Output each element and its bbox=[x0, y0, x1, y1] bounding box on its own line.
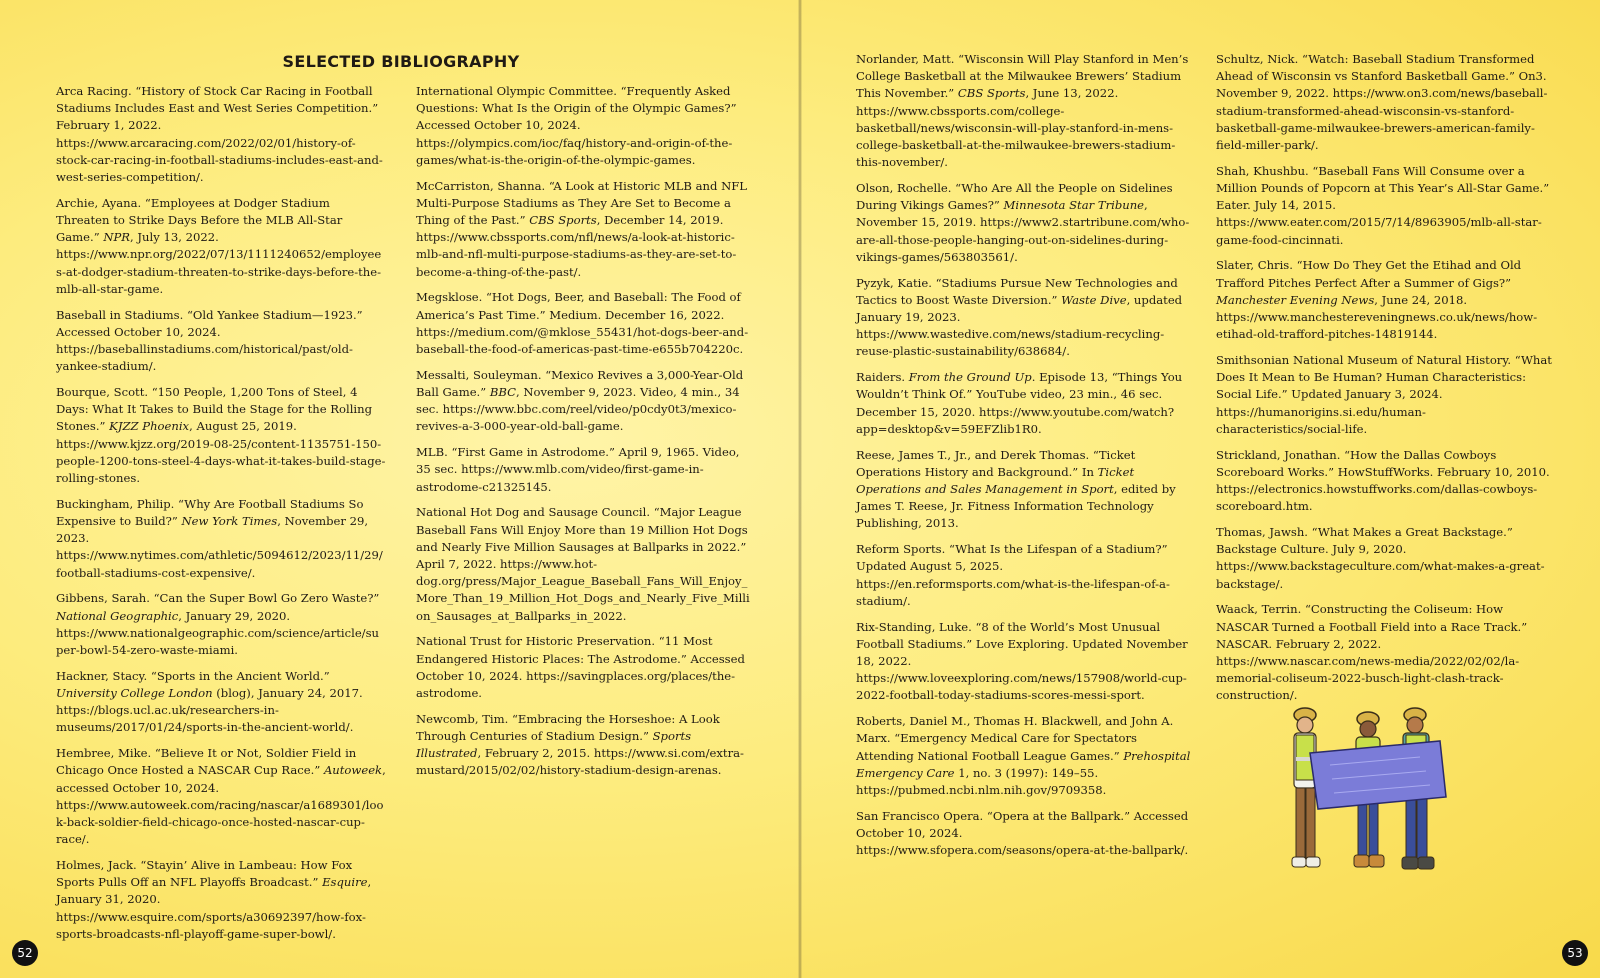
bibliography-entry: Hackner, Stacy. “Sports in the Ancient World.” University College London (blog), January 24, 2017. https://blogs.ucl.ac.uk/researchers-in-museums/2017/01/24/sports-in-the-ancient-world/. bbox=[56, 668, 363, 735]
bibliography-entry: Thomas, Jawsh. “What Makes a Great Backstage.” Backstage Culture. July 9, 2020. https://www.backstageculture.com/what-makes-a-great-backstage/. bbox=[1216, 525, 1545, 591]
bibliography-entry: San Francisco Opera. “Opera at the Ballpark.” Accessed October 10, 2024. https://www.sfopera.com/seasons/opera-at-the-ballpark/. bbox=[856, 808, 1189, 858]
bibliography-entry: Waack, Terrin. “Constructing the Coliseum: How NASCAR Turned a Football Field into a Race Track.” NASCAR. February 2, 2022. https://www.nascar.com/news-media/2022/02/02/la-memorial-coliseum-2022-busch-light-clash-track-construction/. bbox=[1216, 602, 1528, 703]
bibliography-column-2 bbox=[416, 83, 750, 788]
bibliography-entry: Baseball in Stadiums. “Old Yankee Stadium—1923.” Accessed October 10, 2024. https://baseballinstadiums.com/historical/past/old-yankee-stadium/. bbox=[56, 307, 363, 374]
construction-workers-illustration bbox=[1270, 705, 1470, 895]
bibliography-entry: National Trust for Historic Preservation. “11 Most Endangered Historic Places: The Astrodome.” Accessed October 10, 2024. https://savingplaces.org/places/the-astrodome. bbox=[416, 634, 745, 701]
bibliography-entry: Rix-Standing, Luke. “8 of the World’s Most Unusual Football Stadiums.” Love Exploring. Updated November 18, 2022. https://www.loveexploring.com/news/157908/world-cup-2022-football-today-stadiums-scores-messi-sport. bbox=[856, 619, 1188, 703]
bibliography-entry: Strickland, Jonathan. “How the Dallas Cowboys Scoreboard Works.” HowStuffWorks. February 10, 2010. https://electronics.howstuffworks.com/dallas-cowboys-scoreboard.htm. bbox=[1216, 447, 1550, 514]
page-title: SELECTED BIBLIOGRAPHY bbox=[282, 52, 520, 71]
bibliography-entry: Schultz, Nick. “Watch: Baseball Stadium Transformed Ahead of Wisconsin vs Stanford Basketball Game.” On3. November 9, 2022. https://www.on3.com/news/baseball-stadium-transformed-ahead-wisconsin-vs-stanford-basketball-game-milwaukee-brewers-american-family-field-miller-park/. bbox=[1216, 52, 1548, 153]
bibliography-entry: Slater, Chris. “How Do They Get the Etihad and Old Trafford Pitches Perfect After a Summer of Gigs?” Manchester Evening News, June 24, 2018. https://www.manchestereveningnews.co.uk/news/how-etihad-old-trafford-pitches-14819144. bbox=[1216, 258, 1538, 342]
page-number-badge: 53 bbox=[1562, 940, 1588, 966]
bibliography-entry: Buckingham, Philip. “Why Are Football Stadiums So Expensive to Build?” New York Times, November 29, 2023. https://www.nytimes.com/athletic/5094612/2023/11/29/football-stadiums-cost-expensive/. bbox=[56, 496, 383, 580]
bibliography-column-4 bbox=[1216, 51, 1552, 713]
right-page bbox=[800, 0, 1600, 978]
bibliography-entry: Holmes, Jack. “Stayin’ Alive in Lambeau: How Fox Sports Pulls Off an NFL Playoffs Broadcast.” Esquire, January 31, 2020. https://www.esquire.com/sports/a30692397/how-fox-sports-broadcasts-nfl-playoff-game-super-bowl/. bbox=[56, 858, 372, 941]
bibliography-entry: Olson, Rochelle. “Who Are All the People on Sidelines During Vikings Games?” Minnesota Star Tribune, November 15, 2019. https://www2.startribune.com/who-are-all-those-people-hanging-out-on-sidelines-during-vikings-games/563803561/. bbox=[856, 181, 1190, 264]
bibliography-entry: Gibbens, Sarah. “Can the Super Bowl Go Zero Waste?” National Geographic, January 29, 2020. https://www.nationalgeographic.com/science/article/super-bowl-54-zero-waste-miami. bbox=[56, 591, 380, 658]
bibliography-entry: Pyzyk, Katie. “Stadiums Pursue New Technologies and Tactics to Boost Waste Diversion.” Waste Dive, updated January 19, 2023. https://www.wastedive.com/news/stadium-recycling-reuse-plastic-sustainability/638684/. bbox=[856, 275, 1183, 359]
bibliography-entry: Messalti, Souleyman. “Mexico Revives a 3,000-Year-Old Ball Game.” BBC, November 9, 2023. Video, 4 min., 34 sec. https://www.bbc.com/reel/video/p0cdy0t3/mexico-revives-a-3-000-year-old-ball-game. bbox=[416, 367, 744, 434]
bibliography-entry: Reform Sports. “What Is the Lifespan of a Stadium?” Updated August 5, 2025. https://en.reformsports.com/what-is-the-lifespan-of-a-stadium/. bbox=[856, 542, 1170, 608]
bibliography-entry: Reese, James T., Jr., and Derek Thomas. “Ticket Operations History and Background.” In Ticket Operations and Sales Management in Sport, edited by James T. Reese, Jr. Fitness Information Technology Publishing, 2013. bbox=[856, 447, 1176, 531]
bibliography-entry: Bourque, Scott. “150 People, 1,200 Tons of Steel, 4 Days: What It Takes to Build the Stage for the Rolling Stones.” KJZZ Phoenix, August 25, 2019. https://www.kjzz.org/2019-08-25/content-1135751-150-people-1200-tons-steel-4-days-what-it-takes-build-stage-rolling-stones. bbox=[56, 385, 386, 486]
page-number-badge: 52 bbox=[12, 940, 38, 966]
bibliography-entry: Raiders. From the Ground Up. Episode 13, “Things You Wouldn’t Think Of.” YouTube video, 23 min., 46 sec. December 15, 2020. https://www.youtube.com/watch?app=desktop&v=59EFZlib1R0. bbox=[856, 370, 1183, 436]
bibliography-entry: Hembree, Mike. “Believe It or Not, Soldier Field in Chicago Once Hosted a NASCAR Cup Race.” Autoweek, accessed October 10, 2024. https://www.autoweek.com/racing/nascar/a1689301/look-back-soldier-field-chicago-once-hosted-nascar-cup-race/. bbox=[56, 746, 386, 847]
bibliography-column-3 bbox=[856, 51, 1192, 868]
bibliography-entry: Archie, Ayana. “Employees at Dodger Stadium Threaten to Strike Days Before the MLB All-Star Game.” NPR, July 13, 2022. https://www.npr.org/2022/07/13/1111240652/employees-at-dodger-stadium-threaten-to-strike-days-before-the-mlb-all-star-game. bbox=[56, 195, 382, 296]
bibliography-entry: Arca Racing. “History of Stock Car Racing in Football Stadiums Includes East and West Series Competition.” February 1, 2022. https://www.arcaracing.com/2022/02/01/history-of-stock-car-racing-in-football-stadiums-includes-east-and-west-series-competition/. bbox=[56, 84, 383, 185]
bibliography-entry: Roberts, Daniel M., Thomas H. Blackwell, and John A. Marx. “Emergency Medical Care for Spectators Attending National Football League Games.” Prehospital Emergency Care 1, no. 3 (1997): 149–55. https://pubmed.ncbi.nlm.nih.gov/9709358. bbox=[856, 714, 1191, 798]
bibliography-entry: McCarriston, Shanna. “A Look at Historic MLB and NFL Multi-Purpose Stadiums as They Are Set to Become a Thing of the Past.” CBS Sports, December 14, 2019. https://www.cbssports.com/nfl/news/a-look-at-historic-mlb-and-nfl-multi-purpose-stadiums-as-they-are-set-to-become-a-thing-of-the-past/. bbox=[416, 178, 748, 279]
bibliography-column-1 bbox=[56, 83, 386, 952]
bibliography-entry: Newcomb, Tim. “Embracing the Horseshoe: A Look Through Centuries of Stadium Design.” Sports Illustrated, February 2, 2015. https://www.si.com/extra-mustard/2015/02/02/history-stadium-design-arenas. bbox=[416, 711, 744, 778]
bibliography-entry: MLB. “First Game in Astrodome.” April 9, 1965. Video, 35 sec. https://www.mlb.com/video/first-game-in-astrodome-c21325145. bbox=[416, 445, 740, 494]
bibliography-entry: Norlander, Matt. “Wisconsin Will Play Stanford in Men’s College Basketball at the Milwaukee Brewers’ Stadium This November.” CBS Sports, June 13, 2022. https://www.cbssports.com/college-basketball/news/wisconsin-will-play-stanford-in-mens-college-basketball-at-the-milwaukee-brewers-stadium-this-november/. bbox=[856, 52, 1189, 170]
bibliography-entry: International Olympic Committee. “Frequently Asked Questions: What Is the Origin of the Olympic Games?” Accessed October 10, 2024. https://olympics.com/ioc/faq/history-and-origin-of-the-games/what-is-the-origin-of-the-olympic-games. bbox=[416, 84, 737, 167]
bibliography-entry: Megsklose. “Hot Dogs, Beer, and Baseball: The Food of America’s Past Time.” Medium. December 16, 2022. https://medium.com/@mklose_55431/hot-dogs-beer-and-baseball-the-food-of-americas-past-time-e655b704220c. bbox=[416, 290, 749, 357]
bibliography-entry: Shah, Khushbu. “Baseball Fans Will Consume over a Million Pounds of Popcorn at This Year’s All-Star Game.” Eater. July 14, 2015. https://www.eater.com/2015/7/14/8963905/mlb-all-star-game-food-cincinnati. bbox=[1216, 163, 1550, 247]
bibliography-entry: Smithsonian National Museum of Natural History. “What Does It Mean to Be Human? Human Characteristics: Social Life.” Updated January 3, 2024. https://humanorigins.si.edu/human-characteristics/social-life. bbox=[1216, 353, 1552, 436]
bibliography-entry: National Hot Dog and Sausage Council. “Major League Baseball Fans Will Enjoy More than 19 Million Hot Dogs and Nearly Five Million Sausages at Ballparks in 2022.” April 7, 2022. https://www.hot-dog.org/press/Major_League_Baseball_Fans_Will_Enjoy_More_Than_19_Million_Hot_Dogs_and_Nearly_Five_Million_Sausages_at_Ballparks_in_2022. bbox=[416, 505, 750, 623]
